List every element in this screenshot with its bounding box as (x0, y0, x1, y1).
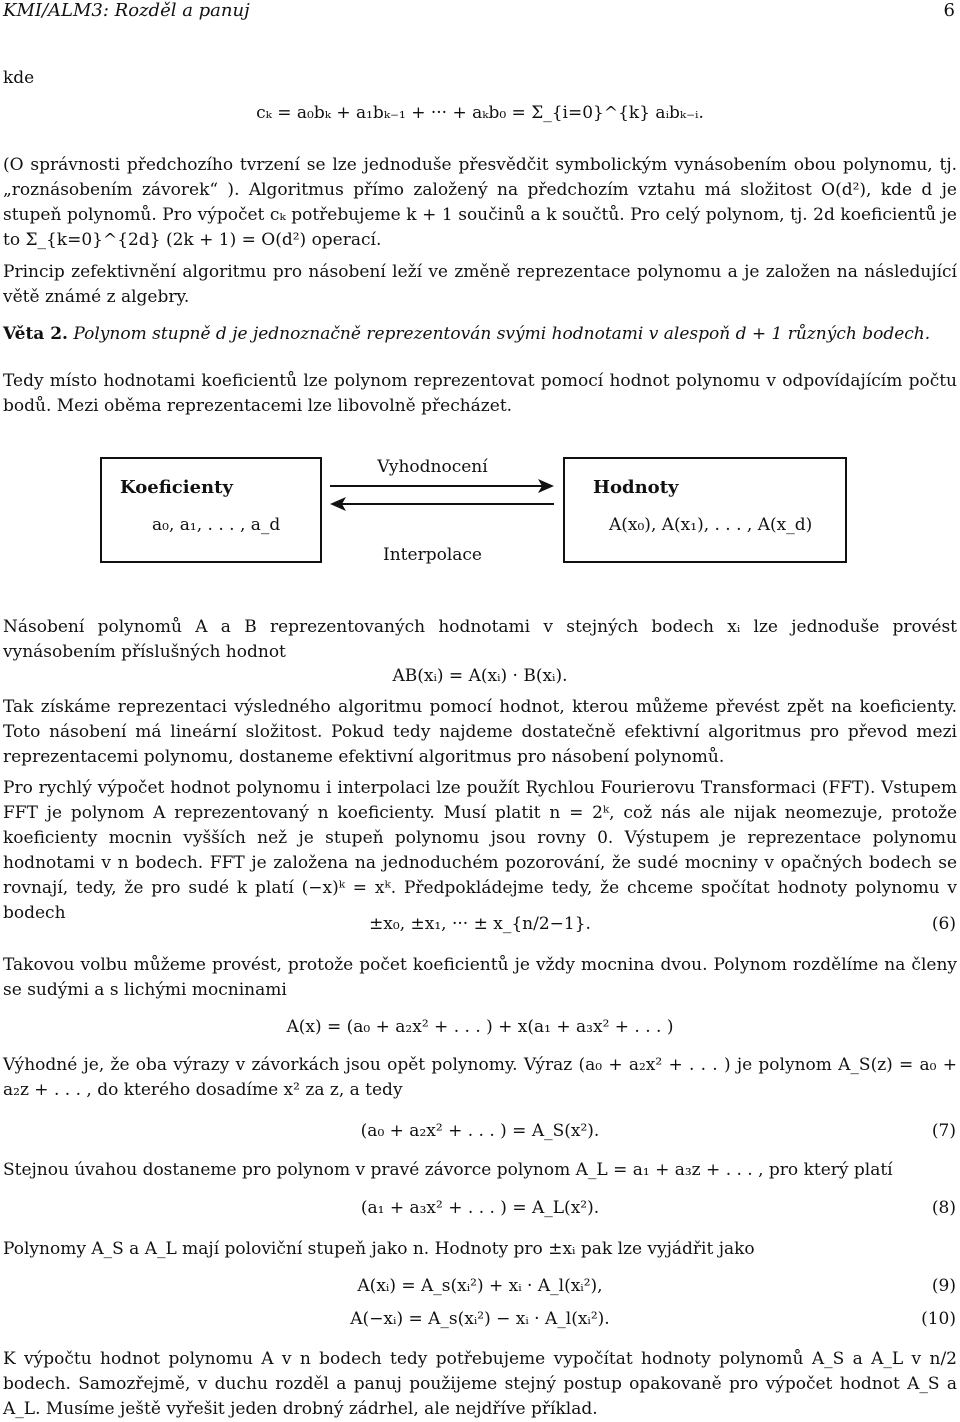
theorem-2 (3, 322, 957, 347)
values-title: Hodnoty (593, 477, 679, 498)
paragraph-representation: Tedy místo hodnotami koeficientů lze polynom reprezentovat pomocí hodnot polynomu v odpovídajícím počtu bodů. Mezi oběma reprezentacemi lze libovolně přecházet. (3, 371, 957, 416)
equation-8-body: (a₁ + a₃x² + . . . ) = A_L(x²). (360, 1198, 600, 1218)
values-value: A(x₀), A(x₁), . . . , A(x_d) (609, 515, 813, 535)
equation-8-number: (8) (931, 1198, 956, 1218)
diagram-arrows (322, 476, 563, 516)
equation-9-body: A(xᵢ) = A_s(xᵢ²) + xᵢ · A_l(xᵢ²), (357, 1276, 603, 1296)
coefficients-box (100, 457, 322, 563)
values-box (563, 457, 847, 563)
header-title: KMI/ALM3: Rozděl a panuj (3, 0, 250, 21)
theorem-head: Věta 2. (3, 324, 68, 344)
equation-7-body: (a₀ + a₂x² + . . . ) = A_S(x²). (360, 1121, 600, 1141)
running-header (3, 0, 957, 26)
paragraph-multiplication: Násobení polynomů A a B reprezentovaných hodnotami v stejných bodech xᵢ lze jednoduše provést vynásobením příslušných hodnot (3, 617, 957, 662)
paragraph-odd-part: Stejnou úvahou dostaneme pro polynom v pravé závorce polynom A_L = a₁ + a₃z + . . . , pro který platí (3, 1160, 893, 1180)
paragraph-principle: Princip zefektivnění algoritmu pro násobení leží ve změně reprezentace polynomu a je založen na následující větě známé z algebry. (3, 262, 957, 307)
paragraph-split: Takovou volbu můžeme provést, protože počet koeficientů je vždy mocnina dvou. Polynom rozdělíme na členy se sudými a s lichými mocninami (3, 955, 957, 1000)
evaluation-label: Vyhodnocení (377, 457, 488, 477)
equation-ab: AB(xᵢ) = A(xᵢ) · B(xᵢ). (392, 666, 568, 686)
paragraph-conclusion: K výpočtu hodnot polynomu A v n bodech tedy potřebujeme vypočítat hodnoty polynomů A_S a A_L v n/2 bodech. Samozřejmě, v duchu rozděl a panuj použijeme stejný postup opakovaně pro výpočet hodnot A_S a A_L. Musíme ještě vyřešit jeden drobný zádrhel, ale nejdříve příklad. (3, 1349, 957, 1419)
coefficients-title: Koeficienty (120, 477, 233, 498)
interpolation-label: Interpolace (383, 545, 482, 565)
coefficients-value: a₀, a₁, . . . , a_d (152, 515, 281, 535)
paragraph-linear: Tak získáme reprezentaci výsledného algoritmu pomocí hodnot, kterou můžeme převést zpět na koeficienty. Toto násobení má lineární složitost. Pokud tedy najdeme dostatečně efektivní algoritmus pro převod mezi reprezentacemi polynomu, dostaneme efektivní algoritmus pro násobení polynomů. (3, 697, 957, 767)
intro-word: kde (3, 68, 35, 88)
equation-ck: cₖ = a₀bₖ + a₁bₖ₋₁ + ··· + aₖb₀ = Σ_{i=0}^{k} aᵢbₖ₋ᵢ. (256, 103, 704, 123)
paragraph-complexity: (O správnosti předchozího tvrzení se lze jednoduše přesvědčit symbolickým vynásobením obou polynomu, tj. „roznásobením závorek“ ). Algoritmus přímo založený na předchozím vztahu má složitost O(d²), kde d je stupeň polynomů. Pro výpočet cₖ potřebujeme k + 1 součinů a k součtů. Pro celý polynom, tj. 2d koeficientů je to Σ_{k=0}^{2d} (2k + 1) = O(d²) operací. (3, 155, 957, 250)
paragraph-fft: Pro rychlý výpočet hodnot polynomu i interpolaci lze použít Rychlou Fourierovu Transformaci (FFT). Vstupem FFT je polynom A reprezentovaný n koeficienty. Musí platit n = 2ᵏ, což nás ale nijak neomezuje, protože koeficienty mocnin vyšších než je stupeň polynomu jsou rovny 0. Výstupem je reprezentace polynomu hodnotami v n bodech. FFT je založena na jednoduchém pozorování, že sudé mocniny v opačných bodech se rovnají, tedy, že pro sudé k platí (−x)ᵏ = xᵏ. Předpokládejme tedy, že chceme spočítat hodnoty polynomu v bodech (3, 778, 957, 923)
equation-6-body: ±x₀, ±x₁, ··· ± x_{n/2−1}. (369, 914, 591, 934)
theorem-body: Polynom stupně d je jednoznačně reprezentován svými hodnotami v alespoň d + 1 různých bodech. (73, 324, 931, 344)
equation-6-number: (6) (931, 914, 956, 934)
equation-10-number: (10) (921, 1309, 956, 1329)
paragraph-half-degree: Polynomy A_S a A_L mají poloviční stupeň jako n. Hodnoty pro ±xᵢ pak lze vyjádřit jako (3, 1239, 755, 1259)
page-number: 6 (943, 0, 955, 21)
paragraph-even-part: Výhodné je, že oba výrazy v závorkách jsou opět polynomy. Výraz (a₀ + a₂x² + . . . ) je polynom A_S(z) = a₀ + a₂z + . . . , do kterého dosadíme x² za z, a tedy (3, 1055, 957, 1100)
equation-9-number: (9) (931, 1276, 956, 1296)
equation-10-body: A(−xᵢ) = A_s(xᵢ²) − xᵢ · A_l(xᵢ²). (350, 1309, 610, 1329)
equation-split: A(x) = (a₀ + a₂x² + . . . ) + x(a₁ + a₃x² + . . . ) (286, 1017, 674, 1037)
equation-7-number: (7) (931, 1121, 956, 1141)
